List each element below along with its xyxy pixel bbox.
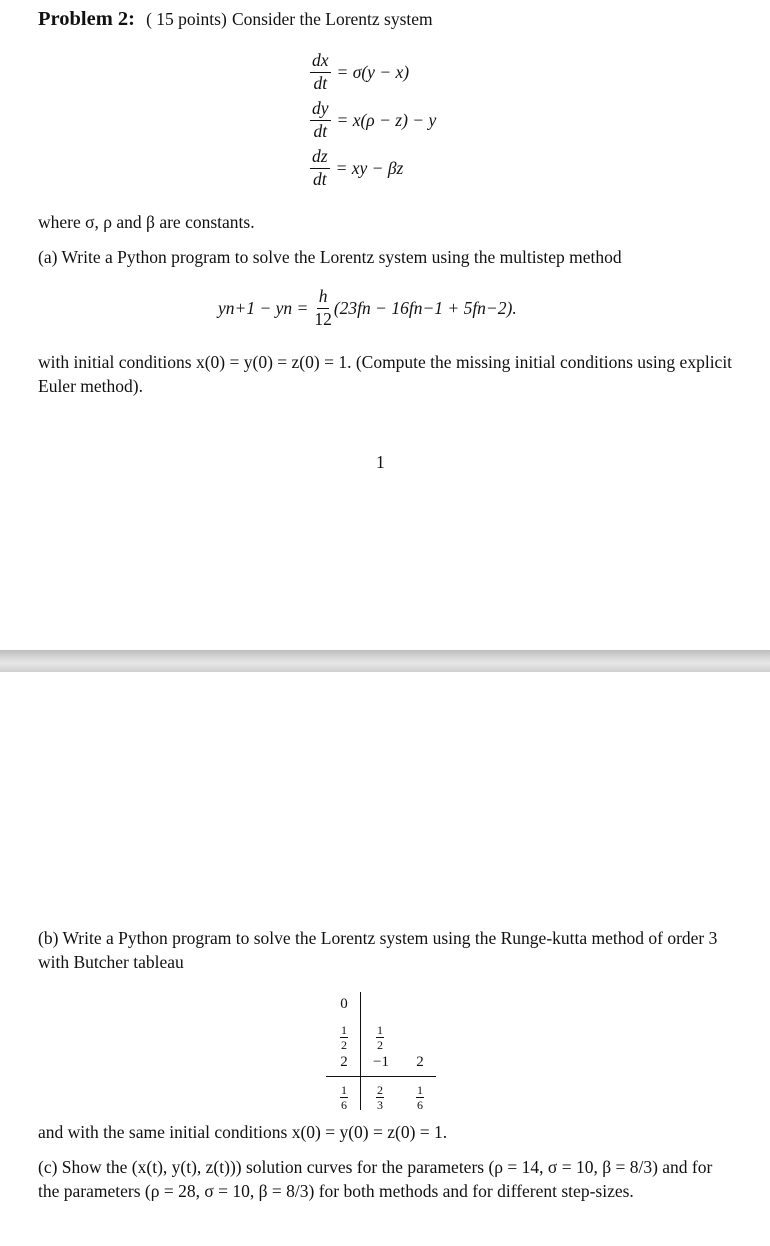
page-2 — [0, 672, 770, 1246]
tableau-b1: $\frac{1}{6}$ — [341, 1083, 347, 1112]
problem-label: Problem 2: — [38, 8, 135, 30]
tableau-a31: −1 — [373, 1054, 389, 1070]
tableau-a32: 2 — [416, 1054, 424, 1070]
page-separator — [0, 650, 770, 672]
problem-points: ( 15 points) — [146, 9, 227, 29]
equation-dz: $\frac{dz}{dt}$ = xy − βz — [312, 146, 404, 189]
butcher-tableau — [326, 992, 442, 1110]
equation-dy: $\frac{dy}{dt}$ = x(ρ − z) − y — [312, 98, 437, 141]
multistep-lhs: yn+1 − yn = — [218, 297, 309, 318]
where-text: where σ, ρ and β are constants. — [38, 212, 255, 232]
part-a-text: (a) Write a Python program to solve the Lorentz system using the multistep method — [38, 247, 622, 267]
problem-heading — [38, 8, 433, 31]
tableau-c3: 2 — [340, 1054, 348, 1070]
tableau-c2: $\frac{1}{2}$ — [341, 1023, 347, 1052]
part-c-text: (c) Show the (x(t), y(t), z(t))) solution curves for the parameters (ρ = 14, σ = 10, β = 8/3) and for the parameters (ρ = 28, σ = 10, β = 8/3) for both methods and for different step-sizes. — [38, 1157, 713, 1201]
equation-dz-rhs: = xy − βz — [335, 157, 404, 178]
multistep-formula: yn+1 − yn = $\frac{h}{12}$ (23fn − 16fn−1 + 5fn−2). — [218, 286, 517, 329]
part-b-initial-conditions: and with the same initial conditions x(0) = y(0) = z(0) = 1. — [38, 1122, 448, 1142]
multistep-rhs: (23fn − 16fn−1 + 5fn−2). — [333, 297, 517, 318]
equation-dy-rhs: = x(ρ − z) − y — [336, 109, 437, 130]
tableau-b3: $\frac{1}{6}$ — [417, 1083, 423, 1112]
tableau-b2: $\frac{2}{3}$ — [377, 1083, 383, 1112]
equation-dx: $\frac{dx}{dt}$ = σ(y − x) — [312, 50, 410, 93]
page-number: 1 — [376, 452, 385, 472]
tableau-vertical-rule — [360, 992, 361, 1110]
tableau-a21: $\frac{1}{2}$ — [377, 1023, 383, 1052]
tableau-horizontal-rule — [326, 1076, 436, 1077]
part-a-initial-conditions: with initial conditions x(0) = y(0) = z(0) = 1. (Compute the missing initial conditions using explicit Euler method). — [38, 352, 733, 396]
part-b-text: (b) Write a Python program to solve the Lorentz system using the Runge-kutta method of order 3 with Butcher tableau — [38, 928, 718, 972]
equation-dx-rhs: = σ(y − x) — [336, 61, 410, 82]
problem-intro: Consider the Lorentz system — [231, 9, 433, 29]
tableau-c1: 0 — [340, 996, 348, 1012]
